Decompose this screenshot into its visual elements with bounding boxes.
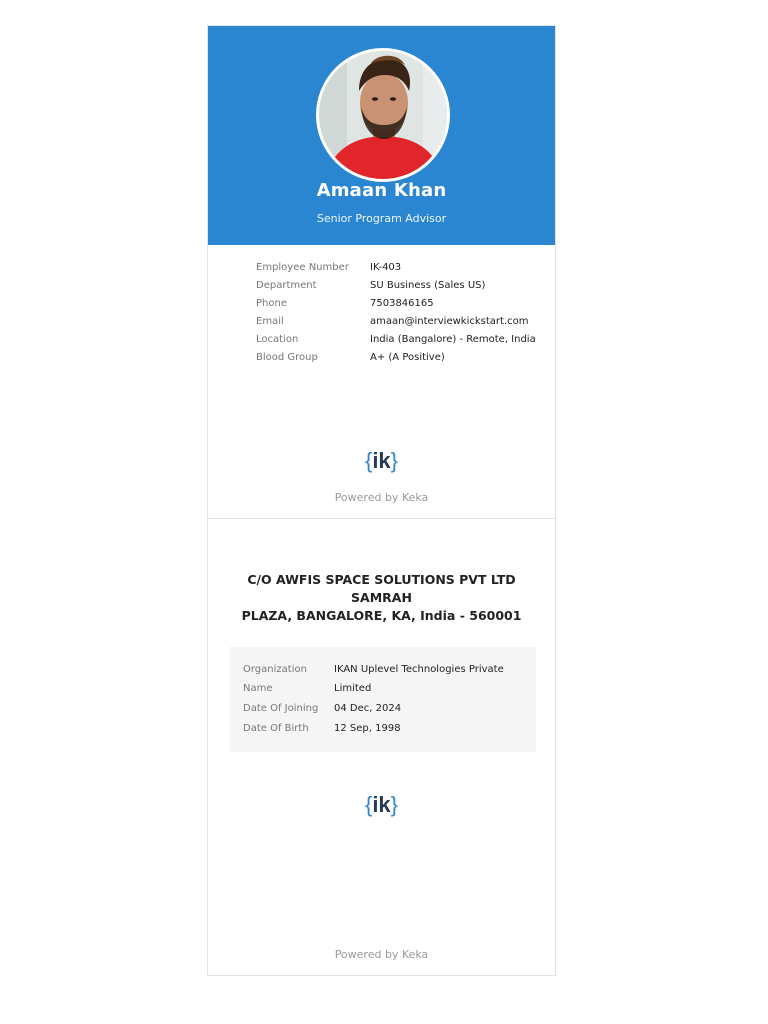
logo-brace-open: { [364, 448, 373, 473]
office-address [224, 571, 539, 625]
detail-row [256, 348, 536, 366]
id-card-front [207, 25, 556, 519]
detail-label: Date Of Joining [243, 703, 319, 714]
employee-name: Amaan Khan [316, 180, 447, 201]
detail-value: 7503846165 [370, 297, 434, 309]
detail-label [243, 660, 334, 699]
detail-row [256, 276, 536, 294]
detail-row [243, 719, 504, 739]
detail-row [256, 294, 536, 312]
employee-details [256, 258, 536, 366]
organization-details [243, 660, 504, 739]
logo-brace-close: } [390, 448, 399, 473]
logo-text: ik [372, 448, 391, 473]
detail-value-line: IKAN Uplevel Technologies Private [334, 664, 504, 675]
logo-brace-close: } [390, 792, 399, 817]
id-card-back [207, 518, 556, 976]
logo-brace-open: { [364, 792, 373, 817]
detail-value: A+ (A Positive) [370, 351, 445, 363]
detail-label: Phone [256, 297, 287, 309]
address-line: PLAZA, BANGALORE, KA, India - 560001 [241, 608, 522, 623]
detail-value: SU Business (Sales US) [370, 279, 486, 291]
logo-text: ik [372, 792, 391, 817]
detail-value: 04 Dec, 2024 [334, 703, 402, 714]
employee-designation: Senior Program Advisor [316, 212, 447, 225]
detail-label: Blood Group [256, 351, 318, 363]
address-line: C/O AWFIS SPACE SOLUTIONS PVT LTD SAMRAH [247, 572, 516, 605]
detail-label: Location [256, 333, 299, 345]
detail-value: IK-403 [370, 261, 402, 273]
detail-value-line: Limited [334, 683, 372, 694]
detail-label: Date Of Birth [243, 723, 309, 734]
company-logo [208, 448, 555, 474]
powered-by-text: Powered by Keka [334, 491, 429, 504]
profile-header [208, 26, 555, 245]
profile-photo [316, 48, 450, 182]
detail-label: Department [256, 279, 317, 291]
detail-label: Employee Number [256, 261, 349, 273]
detail-row [256, 330, 536, 348]
detail-label-line: Name [243, 683, 273, 694]
detail-value: India (Bangalore) - Remote, India [370, 333, 536, 345]
detail-value: amaan@interviewkickstart.com [370, 315, 529, 327]
detail-label: Email [256, 315, 284, 327]
organization-info-panel [229, 647, 536, 752]
powered-by-text: Powered by Keka [334, 948, 429, 961]
detail-row [256, 312, 536, 330]
detail-row [256, 258, 536, 276]
detail-value [334, 660, 504, 699]
company-logo [208, 792, 555, 818]
detail-value: 12 Sep, 1998 [334, 723, 401, 734]
detail-row [243, 660, 504, 699]
detail-row [243, 699, 504, 719]
avatar-image [319, 51, 447, 179]
detail-label-line: Organization [243, 664, 307, 675]
